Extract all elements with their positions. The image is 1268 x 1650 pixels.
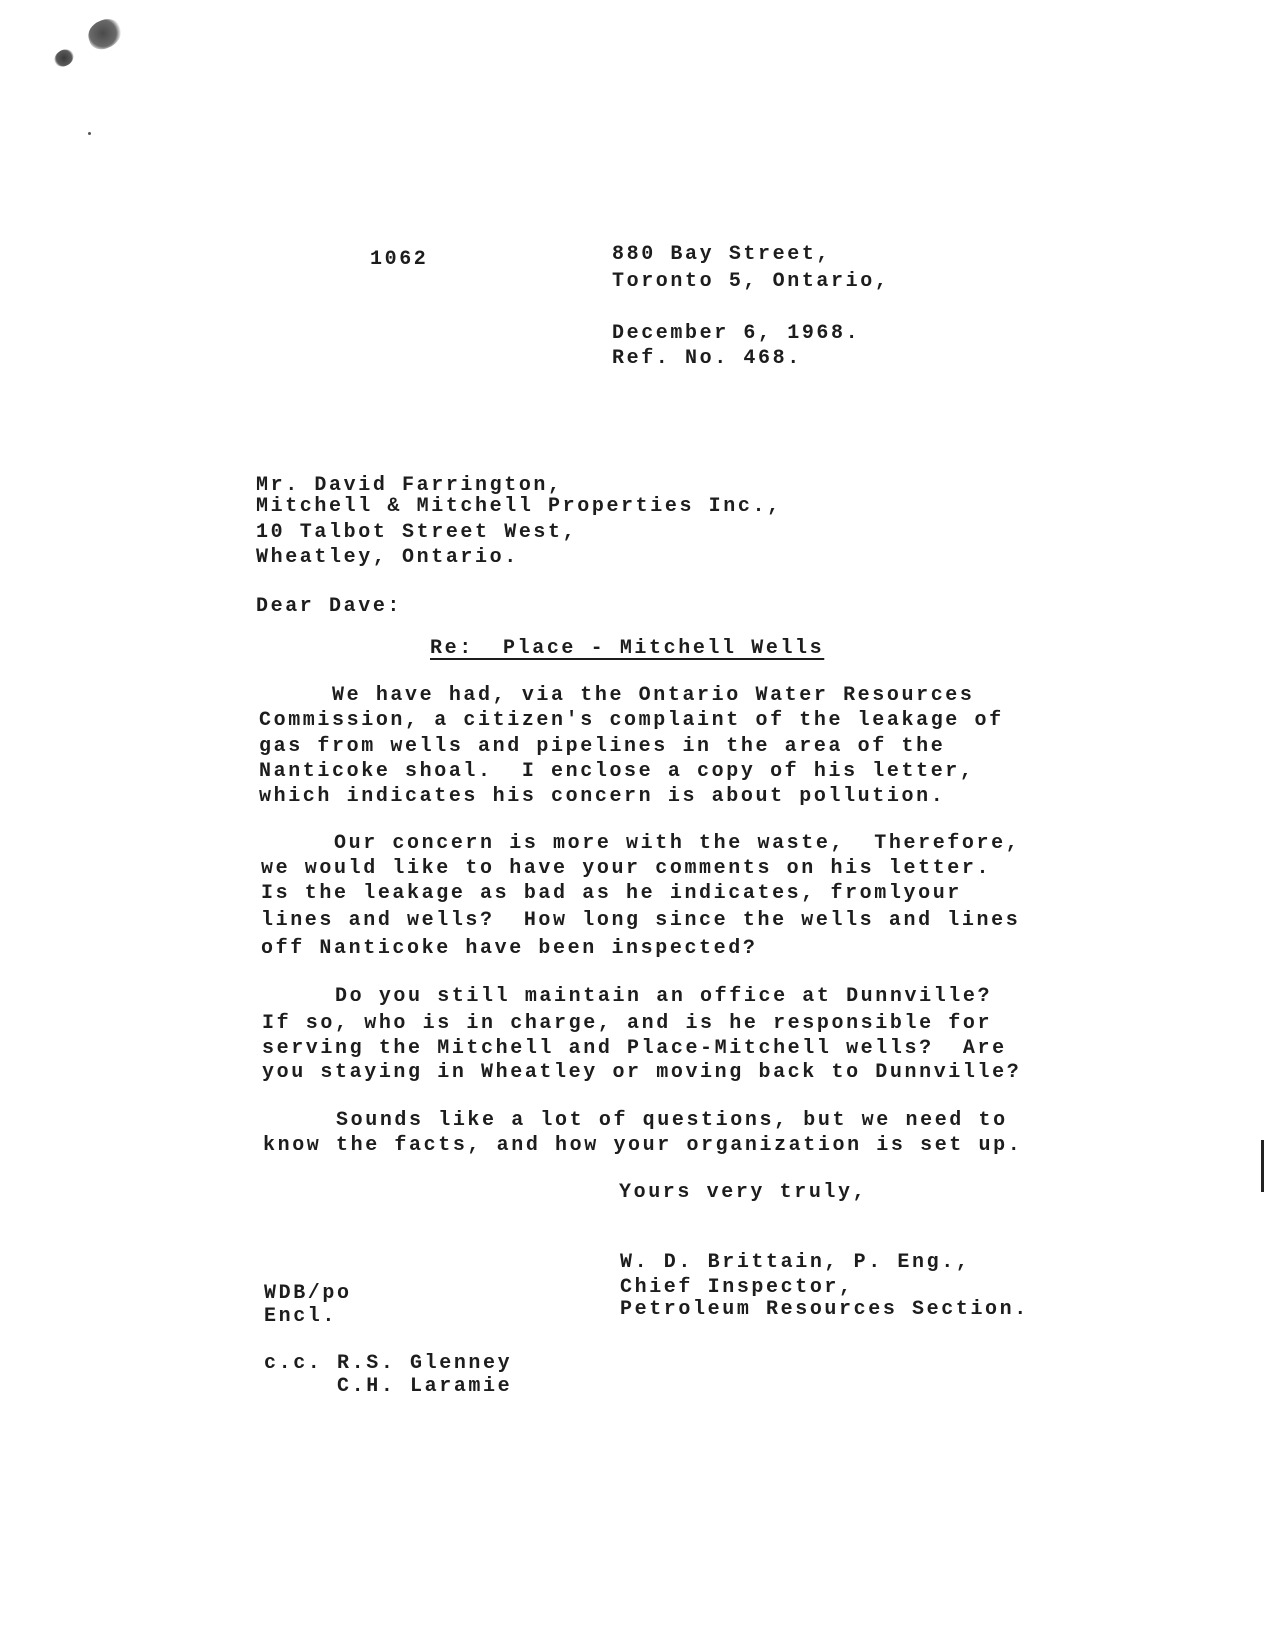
body-line: off Nanticoke have been inspected? (261, 937, 758, 960)
salutation: Dear Dave: (256, 595, 403, 618)
body-line: Our concern is more with the waste, Therefore, (261, 832, 1021, 855)
recipient-name: Mr. David Farrington, (256, 474, 563, 497)
file-number: 1062 (370, 248, 429, 271)
closing: Yours very truly, (619, 1181, 868, 1204)
signer-section: Petroleum Resources Section. (620, 1298, 1029, 1321)
body-line: know the facts, and how your organization is set up. (263, 1134, 1023, 1157)
sender-city: Toronto 5, Ontario, (612, 270, 890, 293)
body-line: you staying in Wheatley or moving back to Dunnville? (262, 1061, 1022, 1084)
sender-street: 880 Bay Street, (612, 243, 832, 266)
ink-speck-mark (88, 132, 91, 135)
recipient-city: Wheatley, Ontario. (256, 546, 519, 569)
body-line: Commission, a citizen's complaint of the leakage of (259, 709, 1004, 732)
recipient-street: 10 Talbot Street West, (256, 521, 578, 544)
body-line: We have had, via the Ontario Water Resources (259, 684, 975, 707)
ink-blot-mark (84, 15, 126, 53)
recipient-company: Mitchell & Mitchell Properties Inc., (256, 495, 782, 518)
body-line: Nanticoke shoal. I enclose a copy of his letter, (259, 760, 975, 783)
body-line: serving the Mitchell and Place-Mitchell wells? Are (262, 1037, 1007, 1060)
body-line: lines and wells? How long since the wells and lines (261, 909, 1021, 932)
body-line: If so, who is in charge, and is he responsible for (262, 1012, 993, 1035)
body-line: we would like to have your comments on his letter. (261, 857, 992, 880)
signer-title: Chief Inspector, (620, 1276, 854, 1299)
body-line: gas from wells and pipelines in the area of the (259, 735, 946, 758)
cc-line: C.H. Laramie (264, 1375, 513, 1398)
typist-initials: WDB/po (264, 1282, 352, 1305)
signer-name: W. D. Brittain, P. Eng., (620, 1251, 971, 1274)
subject-line: Re: Place - Mitchell Wells (430, 637, 825, 660)
enclosure-note: Encl. (264, 1305, 338, 1328)
cc-line: c.c. R.S. Glenney (264, 1352, 513, 1375)
scan-edge-mark (1261, 1140, 1264, 1192)
body-line: which indicates his concern is about pollution. (259, 785, 946, 808)
ink-blot-mark (51, 46, 76, 70)
body-line: Is the leakage as bad as he indicates, fromlyour (261, 882, 962, 905)
body-line: Sounds like a lot of questions, but we need to (263, 1109, 1008, 1132)
body-line: Do you still maintain an office at Dunnville? (262, 985, 993, 1008)
reference-number: Ref. No. 468. (612, 347, 802, 370)
letter-date: December 6, 1968. (612, 322, 861, 345)
